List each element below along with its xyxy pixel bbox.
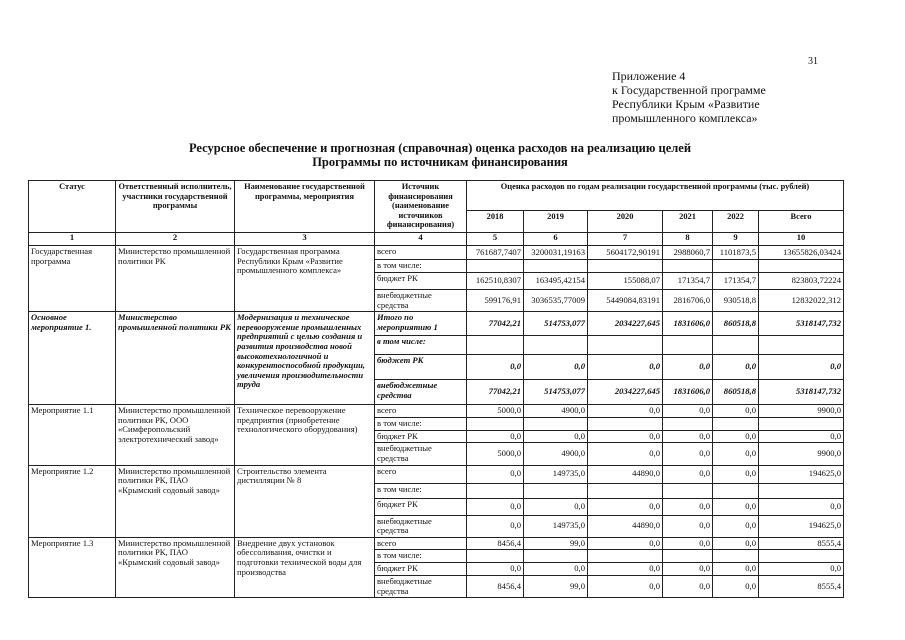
cell-value: 163495,42154: [524, 273, 588, 290]
cell-value: 514753,077: [524, 380, 588, 405]
cell-value: 5000,0: [467, 405, 524, 418]
appendix-line: Республики Крым «Развитие: [612, 97, 760, 111]
cell-value: 162510,8307: [467, 273, 524, 290]
cell-value: 44890,0: [588, 465, 663, 483]
cell-total: 5318147,732: [759, 312, 844, 336]
cell-name: Государственная программа Республики Крым «Развитие промышленного комплекса»: [235, 246, 375, 312]
cell-value: 0,0: [467, 465, 524, 483]
cell-value: [524, 336, 588, 355]
cell-total: 12832022,312: [759, 290, 844, 312]
cell-total: [759, 483, 844, 498]
cell-source: бюджет РК: [375, 273, 467, 290]
header-status: Статус: [29, 181, 116, 233]
cell-value: [713, 336, 759, 355]
cell-status: Мероприятие 1.1: [29, 405, 116, 465]
column-number: 9: [713, 233, 759, 246]
cell-value: 2034227,645: [588, 312, 663, 336]
cell-value: 0,0: [713, 537, 759, 550]
cell-value: [524, 483, 588, 498]
column-number: 4: [375, 233, 467, 246]
cell-value: 0,0: [663, 405, 713, 418]
header-row: [29, 181, 844, 211]
cell-name: Внедрение двух установок обессоливания, очистки и подготовки технической воды для производства: [235, 537, 375, 597]
cell-value: 0,0: [467, 355, 524, 380]
cell-value: [524, 418, 588, 431]
cell-value: [663, 550, 713, 563]
cell-source: в том числе:: [375, 550, 467, 563]
cell-value: 8456,4: [467, 537, 524, 550]
title-line: Ресурсное обеспечение и прогнозная (справочная) оценка расходов на реализацию целей: [188, 141, 692, 155]
cell-total: 5318147,732: [759, 380, 844, 405]
cell-value: 860518,8: [713, 312, 759, 336]
cell-value: [663, 336, 713, 355]
cell-total: 8555,4: [759, 537, 844, 550]
cell-value: 930518,8: [713, 290, 759, 312]
cell-source: всего: [375, 465, 467, 483]
cell-total: 0,0: [759, 562, 844, 575]
cell-value: 149735,0: [524, 465, 588, 483]
cell-value: [467, 336, 524, 355]
cell-total: [759, 550, 844, 563]
cell-value: 77042,21: [467, 380, 524, 405]
cell-value: 4900,0: [524, 443, 588, 465]
appendix-caption: [612, 69, 766, 125]
cell-value: 0,0: [467, 498, 524, 515]
table-row: [29, 537, 844, 550]
cell-source: всего: [375, 405, 467, 418]
header-executor: Ответственный исполнитель, участники государственной программы: [116, 181, 235, 233]
header-source: Источник финансирования (наименование источников финансирования): [375, 181, 467, 233]
cell-value: 0,0: [713, 443, 759, 465]
cell-source: внебюджетные средства: [375, 380, 467, 405]
cell-value: [588, 483, 663, 498]
cell-source: внебюджетные средства: [375, 443, 467, 465]
cell-source: бюджет РК: [375, 498, 467, 515]
cell-source: внебюджетные средства: [375, 515, 467, 537]
cell-value: [467, 418, 524, 431]
cell-value: 514753,077: [524, 312, 588, 336]
cell-name: Техническое перевооружение предприятия (приобретение технологического оборудования): [235, 405, 375, 465]
cell-name: Строительство элемента дистилляции № 8: [235, 465, 375, 537]
table-row: [29, 312, 844, 336]
header-name: Наименование государственной программы, мероприятия: [235, 181, 375, 233]
cell-executor: Министерство промышленной политики РК, ООО «Симферопольский электротехнический завод»: [116, 405, 235, 465]
cell-value: 1101873,5: [713, 246, 759, 260]
cell-value: [588, 418, 663, 431]
table-row: [29, 405, 844, 418]
cell-value: 0,0: [663, 443, 713, 465]
cell-value: [713, 260, 759, 273]
cell-value: 0,0: [713, 515, 759, 537]
cell-source: Итого по мероприятию 1: [375, 312, 467, 336]
column-number: 7: [588, 233, 663, 246]
cell-value: 0,0: [713, 575, 759, 597]
cell-source: внебюджетные средства: [375, 575, 467, 597]
cell-value: 0,0: [524, 355, 588, 380]
cell-source: всего: [375, 246, 467, 260]
cell-value: 5449084,83191: [588, 290, 663, 312]
cell-source: бюджет РК: [375, 562, 467, 575]
cell-value: 0,0: [467, 562, 524, 575]
appendix-line: к Государственной программе: [612, 83, 766, 97]
cell-executor: Министерство промышленной политики РК, ПАО «Крымский содовый завод»: [116, 537, 235, 597]
cell-value: 0,0: [588, 430, 663, 443]
cell-value: 0,0: [663, 430, 713, 443]
cell-value: 8456,4: [467, 575, 524, 597]
cell-source: бюджет РК: [375, 430, 467, 443]
cell-total: 194625,0: [759, 465, 844, 483]
cell-value: 2988060,7: [663, 246, 713, 260]
column-number: 5: [467, 233, 524, 246]
table-row: [29, 465, 844, 483]
cell-value: 0,0: [663, 515, 713, 537]
cell-value: 155088,07: [588, 273, 663, 290]
cell-value: 0,0: [588, 443, 663, 465]
column-number: 2: [116, 233, 235, 246]
table-row: [29, 246, 844, 260]
cell-value: [713, 418, 759, 431]
cell-value: [588, 336, 663, 355]
cell-value: 99,0: [524, 537, 588, 550]
funding-table: [28, 180, 844, 598]
cell-value: 0,0: [713, 562, 759, 575]
cell-value: 599176,91: [467, 290, 524, 312]
appendix-line: Приложение 4: [612, 69, 686, 83]
column-number: 1: [29, 233, 116, 246]
cell-total: 823803,72224: [759, 273, 844, 290]
cell-value: [588, 260, 663, 273]
cell-value: 2816706,0: [663, 290, 713, 312]
cell-source: внебюджетные средства: [375, 290, 467, 312]
document-title: [160, 141, 720, 169]
cell-total: [759, 260, 844, 273]
cell-value: 99,0: [524, 575, 588, 597]
cell-source: в том числе:: [375, 483, 467, 498]
cell-value: 0,0: [588, 355, 663, 380]
cell-value: [524, 550, 588, 563]
cell-source: всего: [375, 537, 467, 550]
cell-value: 0,0: [663, 562, 713, 575]
cell-value: 0,0: [713, 465, 759, 483]
cell-value: 1831606,0: [663, 312, 713, 336]
cell-value: 0,0: [663, 498, 713, 515]
cell-value: 860518,8: [713, 380, 759, 405]
cell-total: [759, 336, 844, 355]
cell-value: 3200031,19163: [524, 246, 588, 260]
cell-total: 9900,0: [759, 443, 844, 465]
cell-total: 0,0: [759, 498, 844, 515]
cell-status: Основное мероприятие 1.: [29, 312, 116, 405]
cell-value: 0,0: [713, 405, 759, 418]
page-number: 31: [808, 56, 818, 67]
cell-value: 1831606,0: [663, 380, 713, 405]
cell-value: [663, 418, 713, 431]
cell-value: 0,0: [467, 430, 524, 443]
cell-value: 0,0: [663, 355, 713, 380]
header-year: 2022: [713, 211, 759, 233]
cell-value: 4900,0: [524, 405, 588, 418]
cell-total: 0,0: [759, 355, 844, 380]
cell-name: Модернизация и техническое перевооружение промышленных предприятий с целью создания и развития производства новой высокотехнологичной и конкурентоспособной продукции, увеличения производительности труда: [235, 312, 375, 405]
cell-value: 761687,7407: [467, 246, 524, 260]
cell-value: 0,0: [713, 430, 759, 443]
cell-status: Государственная программа: [29, 246, 116, 312]
cell-executor: Министерство промышленной политики РК: [116, 246, 235, 312]
appendix-line: промышленного комплекса»: [612, 111, 758, 125]
cell-value: 0,0: [588, 537, 663, 550]
cell-value: 5604172,90191: [588, 246, 663, 260]
cell-value: [663, 483, 713, 498]
header-year: 2018: [467, 211, 524, 233]
header-year: 2021: [663, 211, 713, 233]
column-number: 3: [235, 233, 375, 246]
cell-status: Мероприятие 1.2: [29, 465, 116, 537]
header-estimate: Оценка расходов по годам реализации государственной программы (тыс. рублей): [467, 181, 844, 211]
cell-value: 0,0: [588, 575, 663, 597]
cell-executor: Министерство промышленной политики РК, ПАО «Крымский содовый завод»: [116, 465, 235, 537]
cell-value: 5000,0: [467, 443, 524, 465]
cell-value: [663, 260, 713, 273]
cell-source: бюджет РК: [375, 355, 467, 380]
header-year: 2019: [524, 211, 588, 233]
column-numbers-row: [29, 233, 844, 246]
column-number: 10: [759, 233, 844, 246]
cell-value: 0,0: [524, 430, 588, 443]
cell-total: 9900,0: [759, 405, 844, 418]
cell-value: 0,0: [524, 498, 588, 515]
cell-value: 0,0: [467, 515, 524, 537]
cell-value: 0,0: [524, 562, 588, 575]
cell-value: 2034227,645: [588, 380, 663, 405]
cell-total: 194625,0: [759, 515, 844, 537]
cell-value: 0,0: [588, 405, 663, 418]
cell-value: 0,0: [588, 498, 663, 515]
cell-total: 8555,4: [759, 575, 844, 597]
cell-source: в том числе:: [375, 260, 467, 273]
cell-value: 3036535,77009: [524, 290, 588, 312]
cell-total: 13655826,03424: [759, 246, 844, 260]
cell-value: 0,0: [663, 575, 713, 597]
cell-value: [588, 550, 663, 563]
cell-source: в том числе:: [375, 418, 467, 431]
cell-value: [467, 550, 524, 563]
cell-source: в том числе:: [375, 336, 467, 355]
cell-value: 149735,0: [524, 515, 588, 537]
header-year: 2020: [588, 211, 663, 233]
cell-value: 0,0: [713, 498, 759, 515]
cell-value: 0,0: [663, 537, 713, 550]
cell-value: 77042,21: [467, 312, 524, 336]
column-number: 6: [524, 233, 588, 246]
cell-value: [713, 483, 759, 498]
cell-value: [467, 260, 524, 273]
cell-value: 0,0: [663, 465, 713, 483]
title-line: Программы по источникам финансирования: [312, 155, 568, 169]
cell-value: [467, 483, 524, 498]
cell-status: Мероприятие 1.3: [29, 537, 116, 597]
cell-value: 171354,7: [663, 273, 713, 290]
cell-value: [713, 550, 759, 563]
cell-value: 44890,0: [588, 515, 663, 537]
column-number: 8: [663, 233, 713, 246]
cell-total: 0,0: [759, 430, 844, 443]
cell-total: [759, 418, 844, 431]
header-total: Всего: [759, 211, 844, 233]
cell-value: 0,0: [713, 355, 759, 380]
cell-value: [524, 260, 588, 273]
cell-value: 171354,7: [713, 273, 759, 290]
cell-executor: Министерство промышленной политики РК: [116, 312, 235, 405]
cell-value: 0,0: [588, 562, 663, 575]
